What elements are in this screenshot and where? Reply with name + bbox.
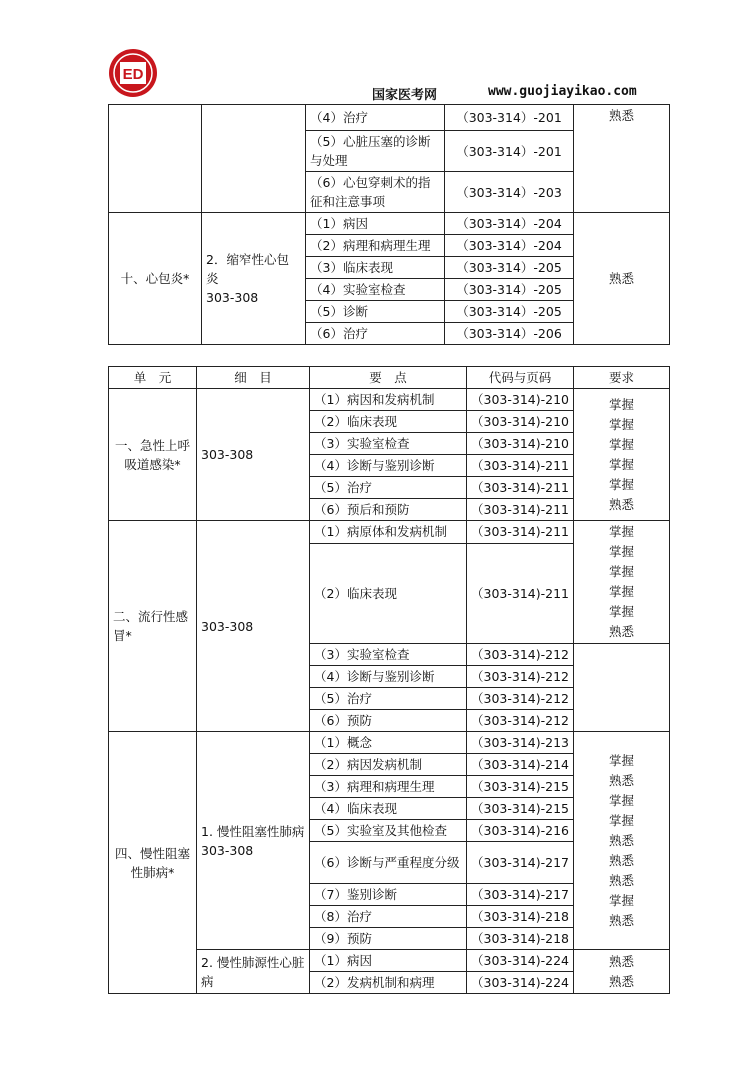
point-cell: （6）治疗 [306, 323, 445, 345]
point-cell: （6）诊断与严重程度分级 [310, 842, 467, 884]
detail-cell-empty [202, 105, 306, 213]
point-cell: （8）治疗 [310, 906, 467, 928]
detail-label: 1. 慢性阻塞性肺病 [201, 823, 305, 839]
requirement-item: 掌握 [608, 892, 634, 908]
requirement-item: 掌握 [608, 436, 634, 452]
logo-letters: ED [122, 66, 144, 83]
detail-cell: 2. 慢性肺源性心脏病 [197, 950, 310, 994]
point-cell: （4）临床表现 [310, 798, 467, 820]
point-cell: （2）病因发病机制 [310, 754, 467, 776]
point-cell: （1）病原体和发病机制 [310, 521, 467, 544]
requirement-item: 熟悉 [608, 496, 634, 512]
point-cell: （3）实验室检查 [310, 433, 467, 455]
header-unit: 单 元 [109, 367, 197, 389]
requirement-item: 掌握 [608, 456, 634, 472]
point-cell: （5）诊断 [306, 301, 445, 323]
point-cell: （1）病因和发病机制 [310, 389, 467, 411]
code-cell: （303-314)-211 [467, 477, 574, 499]
requirement-item: 掌握 [608, 812, 634, 828]
detail-cell [197, 732, 310, 950]
requirement-item: 掌握 [608, 544, 634, 559]
code-cell: （303-314)-218 [467, 928, 574, 950]
point-cell: （4）诊断与鉴别诊断 [310, 666, 467, 688]
code-cell: （303-314)-212 [467, 688, 574, 710]
point-cell: （1）概念 [310, 732, 467, 754]
code-cell: （303-314)-217 [467, 884, 574, 906]
requirement-item: 掌握 [608, 396, 634, 412]
code-cell: （303-314)-211 [467, 455, 574, 477]
code-cell: （303-314）-206 [445, 323, 574, 345]
point-cell: （6）预后和预防 [310, 499, 467, 521]
code-cell: （303-314)-210 [467, 433, 574, 455]
code-cell: （303-314）-205 [445, 279, 574, 301]
requirement-item: 熟悉 [608, 832, 634, 848]
detail-code: 303-308 [206, 290, 259, 305]
point-cell: （5）治疗 [310, 688, 467, 710]
code-cell: （303-314)-211 [467, 521, 574, 544]
point-cell: （5）治疗 [310, 477, 467, 499]
requirement-item: 熟悉 [608, 852, 634, 868]
detail-cell [202, 213, 306, 345]
point-cell: （2）发病机制和病理 [310, 972, 467, 994]
point-cell: （3）病理和病理生理 [310, 776, 467, 798]
header-requirement: 要求 [574, 367, 670, 389]
point-cell: （3）实验室检查 [310, 644, 467, 666]
unit-cell-empty [109, 105, 202, 213]
code-cell: （303-314）-204 [445, 235, 574, 257]
code-cell: （303-314)-211 [467, 499, 574, 521]
requirement-item: 掌握 [608, 524, 634, 539]
requirement-item: 熟悉 [608, 912, 634, 928]
unit-cell: 十、心包炎* [109, 213, 202, 345]
point-cell: （1）病因 [310, 950, 467, 972]
requirement-item: 掌握 [608, 476, 634, 492]
code-cell: （303-314)-215 [467, 798, 574, 820]
point-cell: （2）临床表现 [310, 543, 467, 643]
point-cell: （9）预防 [310, 928, 467, 950]
header-detail: 细 目 [197, 367, 310, 389]
requirement-item: 熟悉 [608, 953, 634, 969]
unit-cell: 四、慢性阻塞性肺病* [109, 732, 197, 994]
header-code: 代码与页码 [467, 367, 574, 389]
point-cell: （5）心脏压塞的诊断与处理 [306, 131, 445, 172]
site-name: 国家医考网 [372, 88, 438, 103]
site-logo [108, 48, 158, 98]
code-cell: （303-314）-201 [445, 105, 574, 131]
point-cell: （1）病因 [306, 213, 445, 235]
code-cell: （303-314)-218 [467, 906, 574, 928]
point-cell: （4）诊断与鉴别诊断 [310, 455, 467, 477]
point-cell: （5）实验室及其他检查 [310, 820, 467, 842]
requirement-cell-empty [574, 644, 670, 732]
code-cell: （303-314）-205 [445, 257, 574, 279]
code-cell: （303-314)-224 [467, 950, 574, 972]
requirement-item: 掌握 [608, 584, 634, 599]
requirement-item: 熟悉 [608, 872, 634, 888]
code-cell: （303-314)-211 [467, 543, 574, 643]
requirement-item: 掌握 [608, 752, 634, 768]
code-cell: （303-314)-216 [467, 820, 574, 842]
point-cell: （3）临床表现 [306, 257, 445, 279]
code-cell: （303-314)-213 [467, 732, 574, 754]
point-cell: （4）实验室检查 [306, 279, 445, 301]
requirement-item: 掌握 [608, 604, 634, 619]
code-cell: （303-314）-201 [445, 131, 574, 172]
detail-code: 303-308 [201, 842, 254, 858]
code-cell: （303-314）-204 [445, 213, 574, 235]
requirement-list [574, 950, 670, 994]
code-cell: （303-314）-205 [445, 301, 574, 323]
point-cell: （6）心包穿刺术的指征和注意事项 [306, 172, 445, 213]
syllabus-table [108, 366, 670, 994]
requirement-item: 熟悉 [608, 973, 634, 989]
point-cell: （4）治疗 [306, 105, 445, 131]
point-cell: （6）预防 [310, 710, 467, 732]
header-point: 要 点 [310, 367, 467, 389]
code-cell: （303-314)-215 [467, 776, 574, 798]
code-cell: （303-314)-224 [467, 972, 574, 994]
syllabus-table-continued [108, 104, 670, 345]
requirement-item: 熟悉 [608, 624, 634, 639]
unit-cell: 二、流行性感冒* [109, 521, 197, 732]
point-cell: （2）临床表现 [310, 411, 467, 433]
code-cell: （303-314)-212 [467, 666, 574, 688]
requirement-cell: 熟悉 [574, 213, 670, 345]
code-cell: （303-314)-212 [467, 644, 574, 666]
point-cell: （7）鉴别诊断 [310, 884, 467, 906]
code-cell: （303-314)-217 [467, 842, 574, 884]
requirement-item: 熟悉 [608, 772, 634, 788]
detail-cell: 303-308 [197, 521, 310, 732]
requirement-item: 掌握 [608, 564, 634, 579]
code-cell: （303-314)-212 [467, 710, 574, 732]
requirement-item: 掌握 [608, 416, 634, 432]
point-cell: （2）病理和病理生理 [306, 235, 445, 257]
unit-cell: 一、急性上呼吸道感染* [109, 389, 197, 521]
site-url[interactable]: www.guojiayikao.com [488, 84, 637, 99]
code-cell: （303-314)-210 [467, 411, 574, 433]
requirement-list [574, 521, 670, 644]
code-cell: （303-314)-210 [467, 389, 574, 411]
requirement-item: 掌握 [608, 792, 634, 808]
detail-cell: 303-308 [197, 389, 310, 521]
detail-label: 2．缩窄性心包炎 [206, 252, 289, 286]
requirement-list [574, 732, 670, 950]
code-cell: （303-314)-214 [467, 754, 574, 776]
requirement-list [574, 389, 670, 521]
requirement-cell: 熟悉 [574, 105, 670, 213]
code-cell: （303-314）-203 [445, 172, 574, 213]
